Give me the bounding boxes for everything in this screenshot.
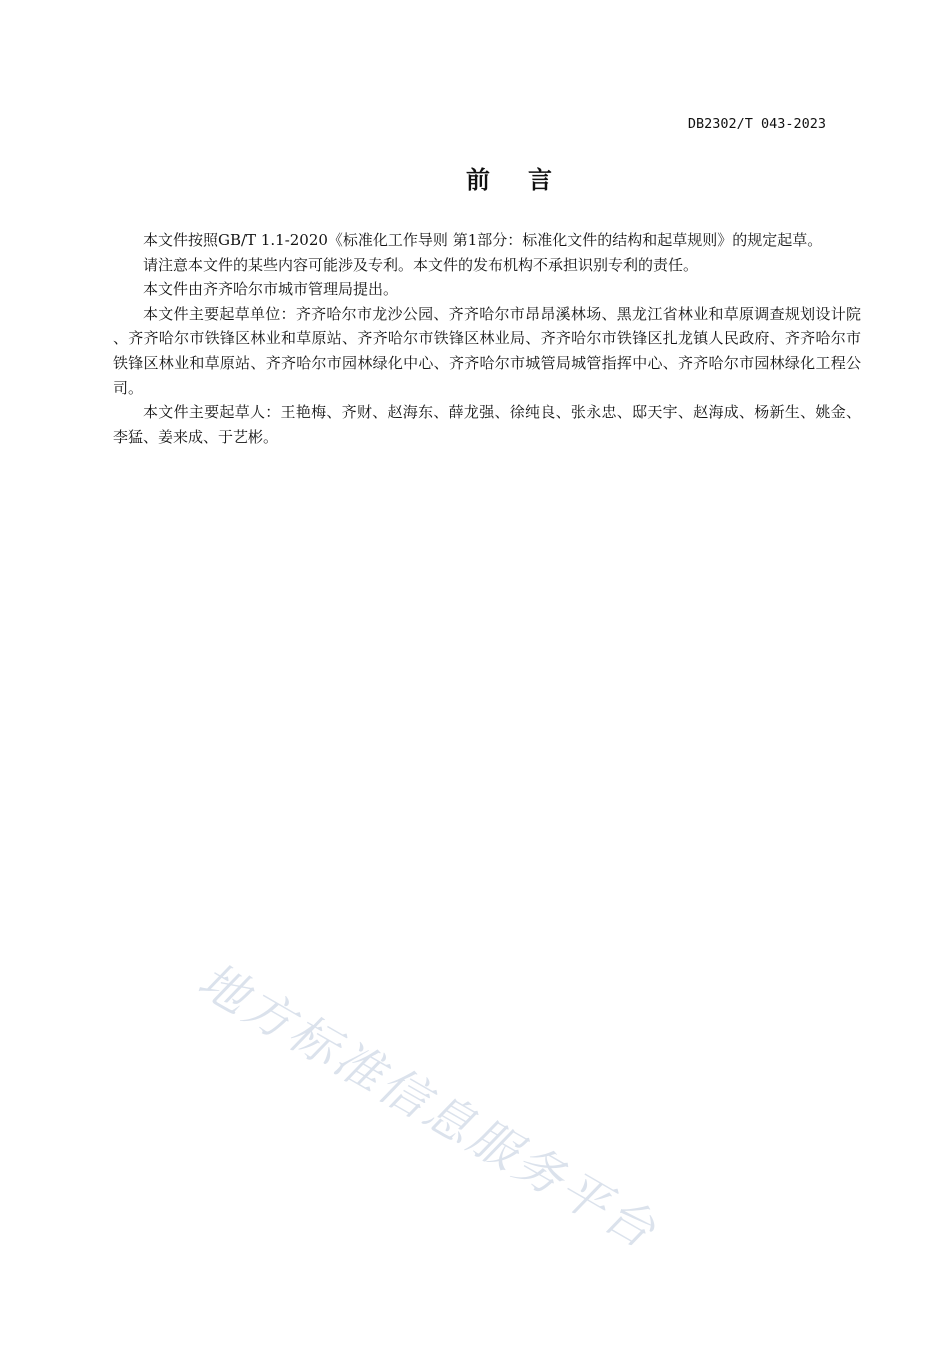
paragraph-patent-notice: 请注意本文件的某些内容可能涉及专利。本文件的发布机构不承担识别专利的责任。 xyxy=(143,255,699,274)
foreword-body xyxy=(113,228,861,449)
paragraph-drafters: 本文件主要起草人：王艳梅、齐财、赵海东、薛龙强、徐纯良、张永忠、邸天宇、赵海成、杨新生、姚金、李猛、姜来成、于艺彬。 xyxy=(113,403,861,446)
title-char-1: 前 xyxy=(466,166,492,194)
paragraph-drafting-units: 本文件主要起草单位：齐齐哈尔市龙沙公园、齐齐哈尔市昂昂溪林场、黑龙江省林业和草原调查规划设计院 、齐齐哈尔市铁锋区林业和草原站、齐齐哈尔市铁锋区林业局、齐齐哈尔市铁锋区扎龙镇人民政府、齐齐哈尔市铁锋区林业和草原站、齐齐哈尔市园林绿化中心、齐齐哈尔市城管局城管指挥中心、齐齐哈尔市园林绿化工程公司。 xyxy=(113,304,861,397)
page-title xyxy=(0,160,950,195)
paragraph-drafting-rules: 本文件按照GB/T 1.1-2020《标准化工作导则 第1部分：标准化文件的结构和起草规则》的规定起草。 xyxy=(143,231,823,249)
watermark: 地方标准信息服务平台 xyxy=(188,952,668,1261)
paragraph-proposer: 本文件由齐齐哈尔市城市管理局提出。 xyxy=(143,280,399,299)
title-char-2: 言 xyxy=(528,166,554,194)
document-code: DB2302/T 043-2023 xyxy=(687,116,826,132)
